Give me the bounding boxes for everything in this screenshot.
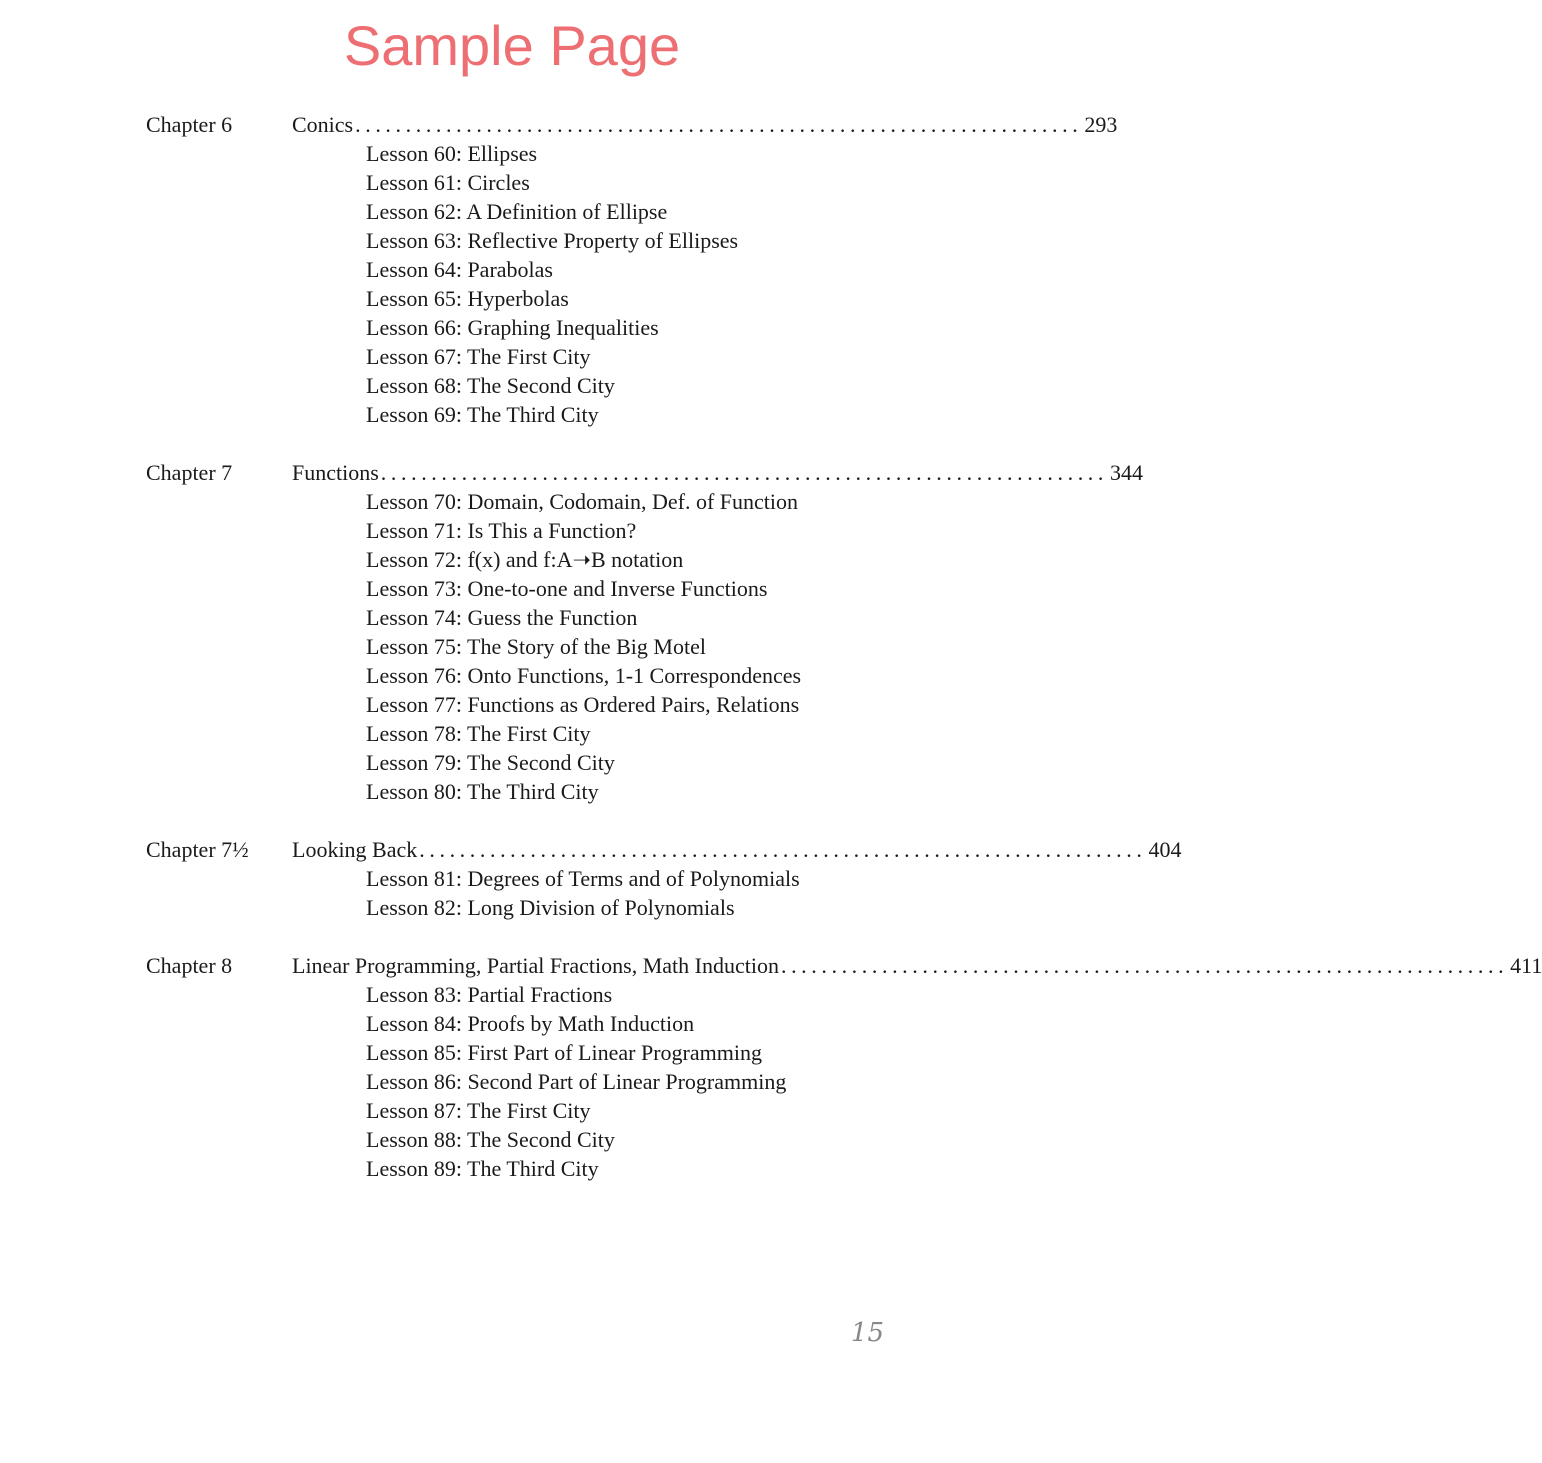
lesson-item[interactable]: Lesson 86: Second Part of Linear Programming	[366, 1069, 787, 1094]
dot-leader: ........................................................................	[780, 953, 1509, 978]
lesson-item[interactable]: Lesson 71: Is This a Function?	[366, 518, 637, 543]
page-number: 404	[1148, 837, 1182, 862]
lesson-item[interactable]: Lesson 70: Domain, Codomain, Def. of Function	[366, 489, 799, 514]
lesson-item[interactable]: Lesson 65: Hyperbolas	[366, 286, 569, 311]
lesson-item[interactable]: Lesson 69: The Third City	[366, 402, 599, 427]
chapter-8-entry[interactable]	[146, 951, 1542, 980]
chapter-title: Functions	[292, 460, 379, 485]
lesson-item[interactable]: Lesson 83: Partial Fractions	[366, 982, 613, 1007]
dot-leader: ........................................................................	[380, 460, 1108, 485]
lesson-list	[146, 980, 878, 1183]
lesson-item[interactable]: Lesson 81: Degrees of Terms and of Polynomials	[366, 866, 800, 891]
lesson-list	[146, 487, 878, 806]
chapter-6-entry[interactable]	[146, 110, 1118, 139]
lesson-item[interactable]: Lesson 85: First Part of Linear Programming	[366, 1040, 762, 1065]
chapter-title: Looking Back	[292, 837, 418, 862]
lesson-item[interactable]: Lesson 84: Proofs by Math Induction	[366, 1011, 695, 1036]
chapter-label: Chapter 8	[146, 953, 233, 978]
sample-page-watermark: Sample Page	[343, 14, 681, 77]
lesson-item[interactable]: Lesson 74: Guess the Function	[366, 605, 638, 630]
lesson-item[interactable]: Lesson 63: Reflective Property of Ellipses	[366, 228, 739, 253]
lesson-item[interactable]: Lesson 82: Long Division of Polynomials	[366, 895, 735, 920]
chapter-6-section	[146, 110, 1118, 429]
lesson-item[interactable]: Lesson 79: The Second City	[366, 750, 615, 775]
lesson-item[interactable]: Lesson 72: f(x) and f:A➝B notation	[366, 547, 684, 572]
lesson-item[interactable]: Lesson 64: Parabolas	[366, 257, 553, 282]
lesson-list	[146, 864, 878, 922]
lesson-item[interactable]: Lesson 76: Onto Functions, 1-1 Correspondences	[366, 663, 802, 688]
dot-leader: ........................................................................	[419, 837, 1147, 862]
lesson-item[interactable]: Lesson 67: The First City	[366, 344, 591, 369]
lesson-item[interactable]: Lesson 68: The Second City	[366, 373, 615, 398]
dot-leader: ........................................................................	[355, 112, 1083, 137]
lesson-item[interactable]: Lesson 60: Ellipses	[366, 141, 538, 166]
chapter-label: Chapter 6	[146, 112, 233, 137]
chapter-label: Chapter 7	[146, 460, 233, 485]
lesson-item[interactable]: Lesson 61: Circles	[366, 170, 530, 195]
chapter-7-half-entry[interactable]	[146, 835, 1182, 864]
chapter-title: Linear Programming, Partial Fractions, Math Induction	[292, 953, 779, 978]
lesson-item[interactable]: Lesson 80: The Third City	[366, 779, 599, 804]
chapter-label: Chapter 7½	[146, 837, 249, 862]
lesson-item[interactable]: Lesson 62: A Definition of Ellipse	[366, 199, 668, 224]
lesson-item[interactable]: Lesson 66: Graphing Inequalities	[366, 315, 659, 340]
lesson-item[interactable]: Lesson 87: The First City	[366, 1098, 591, 1123]
chapter-7-half-section	[146, 835, 1182, 922]
lesson-item[interactable]: Lesson 77: Functions as Ordered Pairs, Relations	[366, 692, 800, 717]
lesson-item[interactable]: Lesson 78: The First City	[366, 721, 591, 746]
page-number: 293	[1084, 112, 1118, 137]
page-folio: 15	[850, 1318, 884, 1348]
lesson-item[interactable]: Lesson 88: The Second City	[366, 1127, 615, 1152]
lesson-list	[146, 139, 878, 429]
lesson-item[interactable]: Lesson 89: The Third City	[366, 1156, 599, 1181]
page-number: 344	[1110, 460, 1143, 485]
chapter-8-section	[146, 951, 1542, 1183]
chapter-7-entry[interactable]	[146, 458, 1143, 487]
chapter-7-section	[146, 458, 1143, 806]
table-of-contents	[146, 110, 1542, 1212]
lesson-item[interactable]: Lesson 75: The Story of the Big Motel	[366, 634, 706, 659]
lesson-item[interactable]: Lesson 73: One-to-one and Inverse Functions	[366, 576, 768, 601]
chapter-title: Conics	[292, 112, 354, 137]
page-number: 411	[1510, 953, 1542, 978]
